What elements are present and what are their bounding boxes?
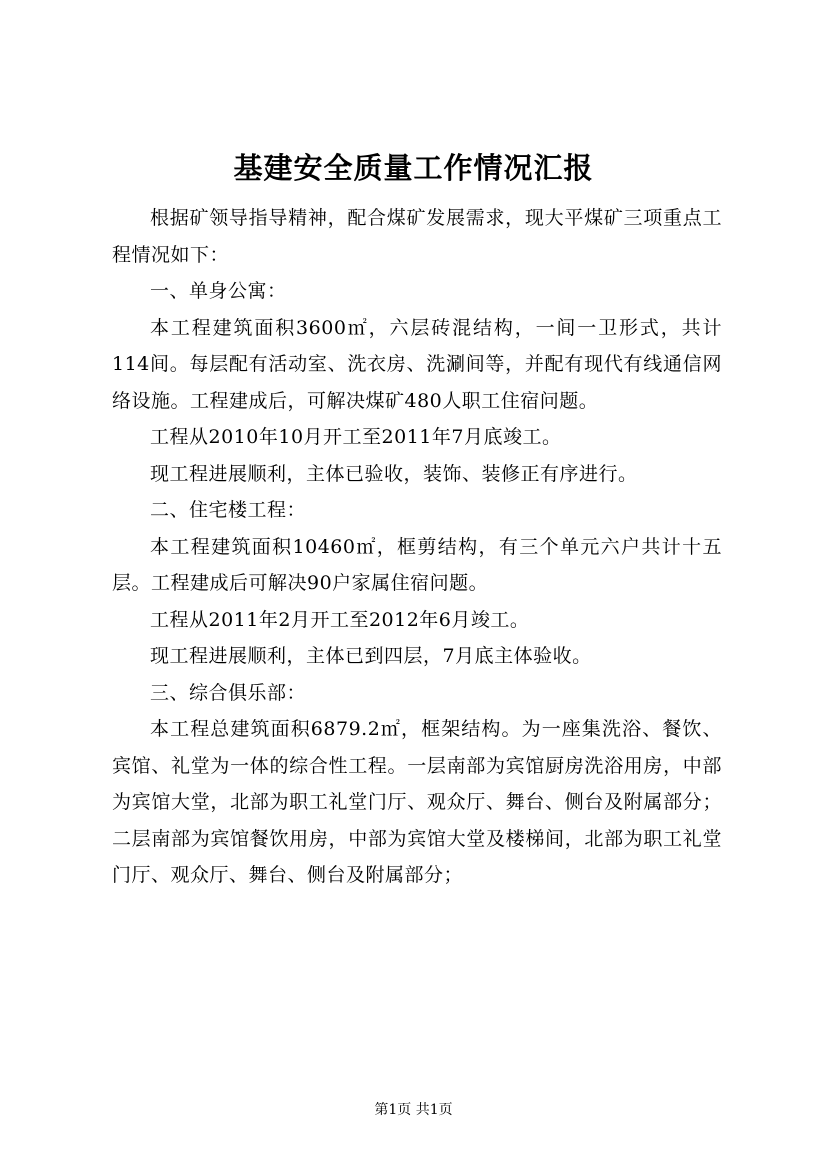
club-description: 本工程总建筑面积6879.2㎡，框架结构。为一座集洗浴、餐饮、宾馆、礼堂为一体的综合性工程。一层南部为宾馆厨房洗浴用房，中部为宾馆大堂，北部为职工礼堂门厅、观众厅、舞台、侧台及附属部分；二层南部为宾馆餐饮用房，中部为宾馆大堂及楼梯间，北部为职工礼堂门厅、观众厅、舞台、侧台及附属部分； [112,718,722,886]
page-footer: 第1页 共1页 [374,1102,453,1118]
dormitory-progress: 现工程进展顺利，主体已验收，装饰、装修正有序进行。 [150,462,638,485]
document-title: 基建安全质量工作情况汇报 [233,151,594,185]
section-heading-residential: 二、住宅楼工程： [150,499,307,521]
section-heading-club: 三、综合俱乐部： [150,681,307,704]
residential-schedule: 工程从2011年2月开工至2012年6月竣工。 [150,608,530,631]
intro-paragraph: 根据矿领导指导精神，配合煤矿发展需求，现大平煤矿三项重点工程情况如下： [112,207,722,266]
document-body [112,200,722,894]
section-heading-dormitory: 一、单身公寓： [150,280,287,302]
residential-progress: 现工程进展顺利，主体已到四层，7月底主体验收。 [150,645,592,667]
dormitory-description: 本工程建筑面积3600㎡，六层砖混结构，一间一卫形式，共计114间。每层配有活动室、洗衣房、洗涮间等，并配有现代有线通信网络设施。工程建成后，可解决煤矿480人职工住宿问题。 [112,316,722,412]
dormitory-schedule: 工程从2010年10月开工至2011年7月底竣工。 [150,426,562,448]
residential-description: 本工程建筑面积10460㎡，框剪结构，有三个单元六户共计十五层。工程建成后可解决90户家属住宿问题。 [112,535,722,594]
